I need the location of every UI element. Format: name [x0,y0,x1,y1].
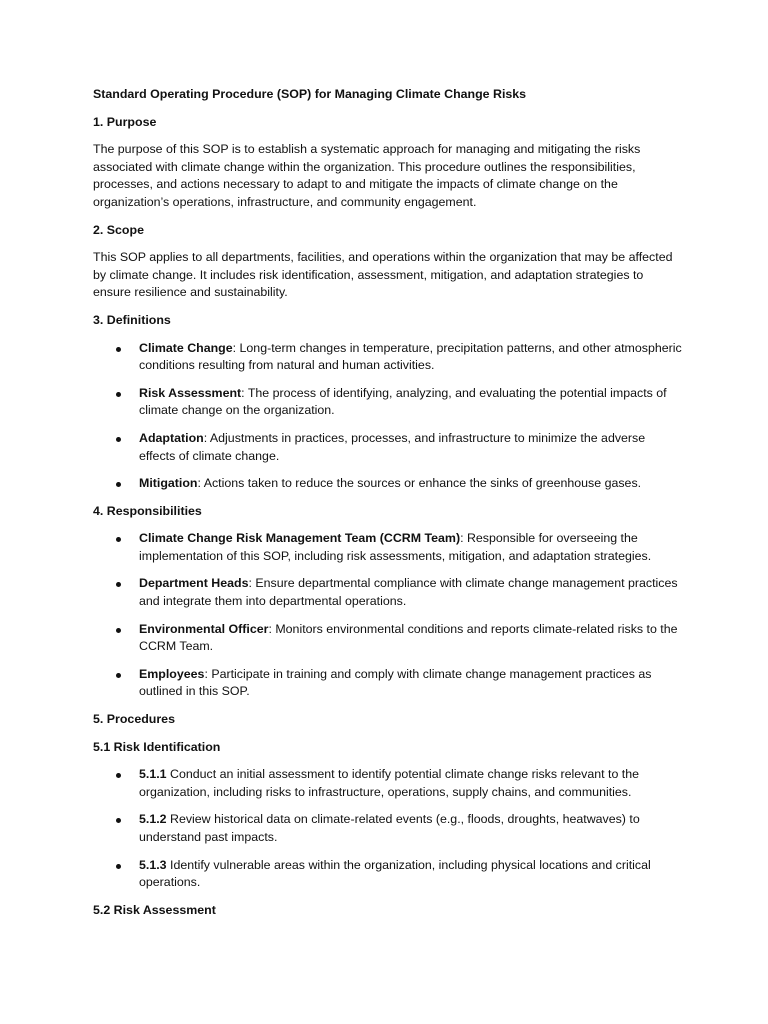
list-item [93,666,683,701]
document-title: Standard Operating Procedure (SOP) for Managing Climate Change Risks [93,87,527,101]
list-item [93,575,683,610]
section-heading-responsibilities: 4. Responsibilities [93,503,202,518]
list-item [93,475,683,493]
section-heading-procedures: 5. Procedures [93,712,175,727]
responsibility-text: : Participate in training and comply with climate change management practices as outlined in this SOP. [139,666,652,699]
definition-text: : Long-term changes in temperature, precipitation patterns, and other atmospheric conditions resulting from natural and human activities. [139,340,682,373]
definition-term: Risk Assessment [139,385,242,400]
responsibility-role: Climate Change Risk Management Team (CCRM Team) [139,531,461,546]
section-heading-purpose: 1. Purpose [93,114,157,129]
list-item [93,385,683,420]
responsibility-role: Environmental Officer [139,621,269,636]
definition-term: Adaptation [139,430,204,445]
list-item [93,766,683,801]
responsibility-text: : Responsible for overseeing the implementation of this SOP, including risk assessments, mitigation, and adaptation strategies. [139,531,652,563]
list-item [93,530,683,565]
list-item [93,811,683,846]
list-item [93,340,683,375]
step-number: 5.1.2 [139,812,167,827]
definition-term: Climate Change [139,340,233,355]
responsibility-role: Department Heads [139,576,249,591]
responsibility-role: Employees [139,666,205,681]
list-item [93,430,683,465]
definition-text: : The process of identifying, analyzing, and evaluating the potential impacts of climate change on the organization. [139,385,667,418]
list-item [93,857,683,892]
step-text: Review historical data on climate-related events (e.g., floods, droughts, heatwaves) to understand past impacts. [139,812,640,844]
definition-text: : Adjustments in practices, processes, and infrastructure to minimize the adverse effects of climate change. [139,430,646,463]
step-text: Identify vulnerable areas within the organization, including physical locations and critical operations. [139,857,651,890]
list-item [93,621,683,656]
definition-text: : Actions taken to reduce the sources or enhance the sinks of greenhouse gases. [197,476,642,491]
document-page [93,86,683,929]
responsibilities-list [93,530,683,701]
step-number: 5.1.1 [139,767,167,782]
purpose-paragraph: The purpose of this SOP is to establish a systematic approach for managing and mitigating the risks associated with climate change within the organization. This procedure outlines the responsibilities, processes, and actions necessary to adapt to and mitigate the impacts of climate change on the organization’s operations, infrastructure, and community engagement. [93,142,641,209]
step-text: Conduct an initial assessment to identify potential climate change risks relevant to the organization, including risks to infrastructure, operations, supply chains, and communities. [139,767,640,799]
section-heading-scope: 2. Scope [93,222,144,237]
definitions-list [93,340,683,493]
section-heading-definitions: 3. Definitions [93,312,171,327]
step-number: 5.1.3 [139,857,167,872]
risk-identification-list [93,766,683,892]
subsection-heading-risk-assessment: 5.2 Risk Assessment [93,902,216,917]
responsibility-text: : Monitors environmental conditions and reports climate-related risks to the CCRM Team. [139,621,678,654]
scope-paragraph: This SOP applies to all departments, facilities, and operations within the organization that may be affected by climate change. It includes risk identification, assessment, mitigation, and adaptation strategies to ensure resilience and sustainability. [93,250,673,300]
definition-term: Mitigation [139,476,198,491]
responsibility-text: : Ensure departmental compliance with climate change management practices and integrate them into departmental operations. [139,576,678,609]
subsection-heading-risk-identification: 5.1 Risk Identification [93,739,221,754]
